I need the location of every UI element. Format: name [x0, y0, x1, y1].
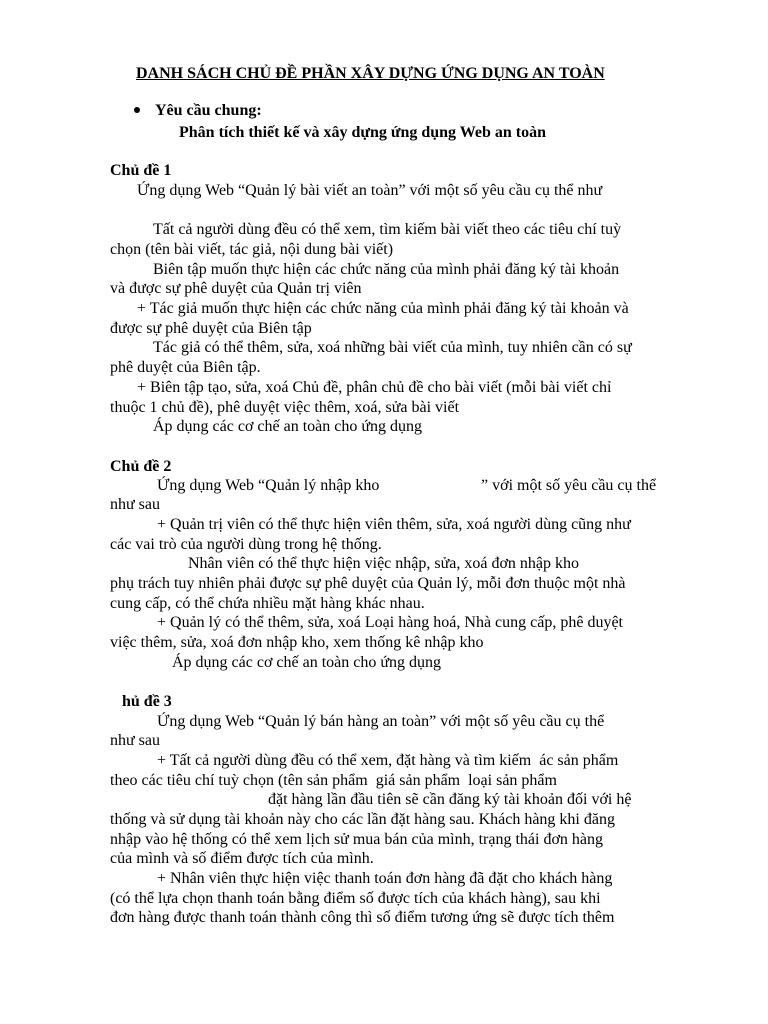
topic-2-line: việc thêm, sửa, xoá đơn nhập kho, xem thống kê nhập kho: [110, 634, 484, 651]
topic-1-line: + Biên tập tạo, sửa, xoá Chủ đề, phân chủ đề cho bài viết (mỗi bài viết chỉ: [137, 379, 612, 396]
topic-2-line: như sau: [110, 496, 160, 513]
topic-1-line: phê duyệt của Biên tập.: [110, 359, 261, 376]
topic-2-line: + Quản trị viên có thể thực hiện viên thêm, sửa, xoá người dùng cũng như: [157, 516, 631, 533]
topic-2-heading: Chủ đề 2: [110, 458, 172, 475]
topic-3-heading: hủ đề 3: [122, 693, 172, 710]
topic-2-line: Áp dụng các cơ chế an toàn cho ứng dụng: [172, 654, 442, 671]
requirements-heading: Yêu cầu chung:: [155, 102, 262, 119]
topic-2-line: ” với một số yêu cầu cụ thể: [481, 477, 657, 494]
topic-3-line: theo các tiêu chí tuỳ chọn (tên sản phẩm giá sản phẩm loại sản phẩm: [110, 772, 557, 789]
topic-1-line: thuộc 1 chủ đề), phê duyệt việc thêm, xoá, sửa bài viết: [110, 399, 460, 416]
topic-2-line: cung cấp, có thể chứa nhiều mặt hàng khác nhau.: [110, 595, 425, 612]
topic-2-line: + Quản lý có thể thêm, sửa, xoá Loại hàng hoá, Nhà cung cấp, phê duyệt: [157, 614, 623, 631]
topic-2-line: phụ trách tuy nhiên phải được sự phê duyệt của Quản lý, mỗi đơn thuộc một nhà: [110, 575, 626, 592]
topic-3-line: đơn hàng được thanh toán thành công thì số điểm tương ứng sẽ được tích thêm: [110, 909, 615, 926]
topic-1-line: Tác giả có thể thêm, sửa, xoá những bài viết của mình, tuy nhiên cần có sự: [153, 339, 632, 356]
topic-1-line: Tất cả người dùng đều có thể xem, tìm kiếm bài viết theo các tiêu chí tuỳ: [153, 221, 622, 238]
topic-3-line: của mình và số điểm được tích của mình.: [110, 850, 374, 867]
topic-2-line: Nhân viên có thể thực hiện việc nhập, sửa, xoá đơn nhập kho: [188, 555, 580, 572]
topic-1-line: được sự phê duyệt của Biên tập: [110, 320, 312, 337]
topic-1-line: Áp dụng các cơ chế an toàn cho ứng dụng: [153, 418, 423, 435]
topic-2-line: các vai trò của người dùng trong hệ thống.: [110, 536, 382, 553]
topic-1-line: + Tác giả muốn thực hiện các chức năng của mình phải đăng ký tài khoản và: [137, 300, 629, 317]
topic-3-line: thống và sử dụng tài khoản này cho các lần đặt hàng sau. Khách hàng khi đăng: [110, 811, 615, 828]
topic-3-line: (có thể lựa chọn thanh toán bằng điểm số được tích của khách hàng), sau khi: [110, 890, 601, 907]
topic-1-line: và được sự phê duyệt của Quản trị viên: [110, 280, 362, 297]
document-title: DANH SÁCH CHỦ ĐỀ PHẦN XÂY DỰNG ỨNG DỤNG AN TOÀN: [136, 65, 605, 82]
topic-3-line: nhập vào hệ thống có thể xem lịch sử mua bán của mình, trạng thái đơn hàng: [110, 831, 604, 848]
topic-3-line: như sau: [110, 732, 160, 749]
topic-1-line: Ứng dụng Web “Quản lý bài viết an toàn” với một số yêu cầu cụ thể như: [137, 182, 603, 199]
topic-3-line: đặt hàng lần đầu tiên sẽ cần đăng ký tài khoản đối với hệ: [268, 791, 632, 808]
requirements-text: Phân tích thiết kế và xây dựng ứng dụng Web an toàn: [179, 124, 546, 141]
topic-3-line: + Nhân viên thực hiện việc thanh toán đơn hàng đã đặt cho khách hàng: [157, 870, 613, 887]
topic-3-line: + Tất cả người dùng đều có thể xem, đặt hàng và tìm kiếm ác sản phẩm: [157, 752, 619, 769]
topic-2-line: Ứng dụng Web “Quản lý nhập kho: [157, 477, 380, 494]
topic-1-line: Biên tập muốn thực hiện các chức năng của mình phải đăng ký tài khoản: [153, 261, 620, 278]
topic-1-heading: Chủ đề 1: [110, 162, 172, 179]
topic-3-line: Ứng dụng Web “Quản lý bán hàng an toàn” với một số yêu cầu cụ thể: [157, 713, 605, 730]
bullet-icon: [134, 107, 140, 113]
topic-1-line: chọn (tên bài viết, tác giả, nội dung bài viết): [110, 241, 394, 258]
